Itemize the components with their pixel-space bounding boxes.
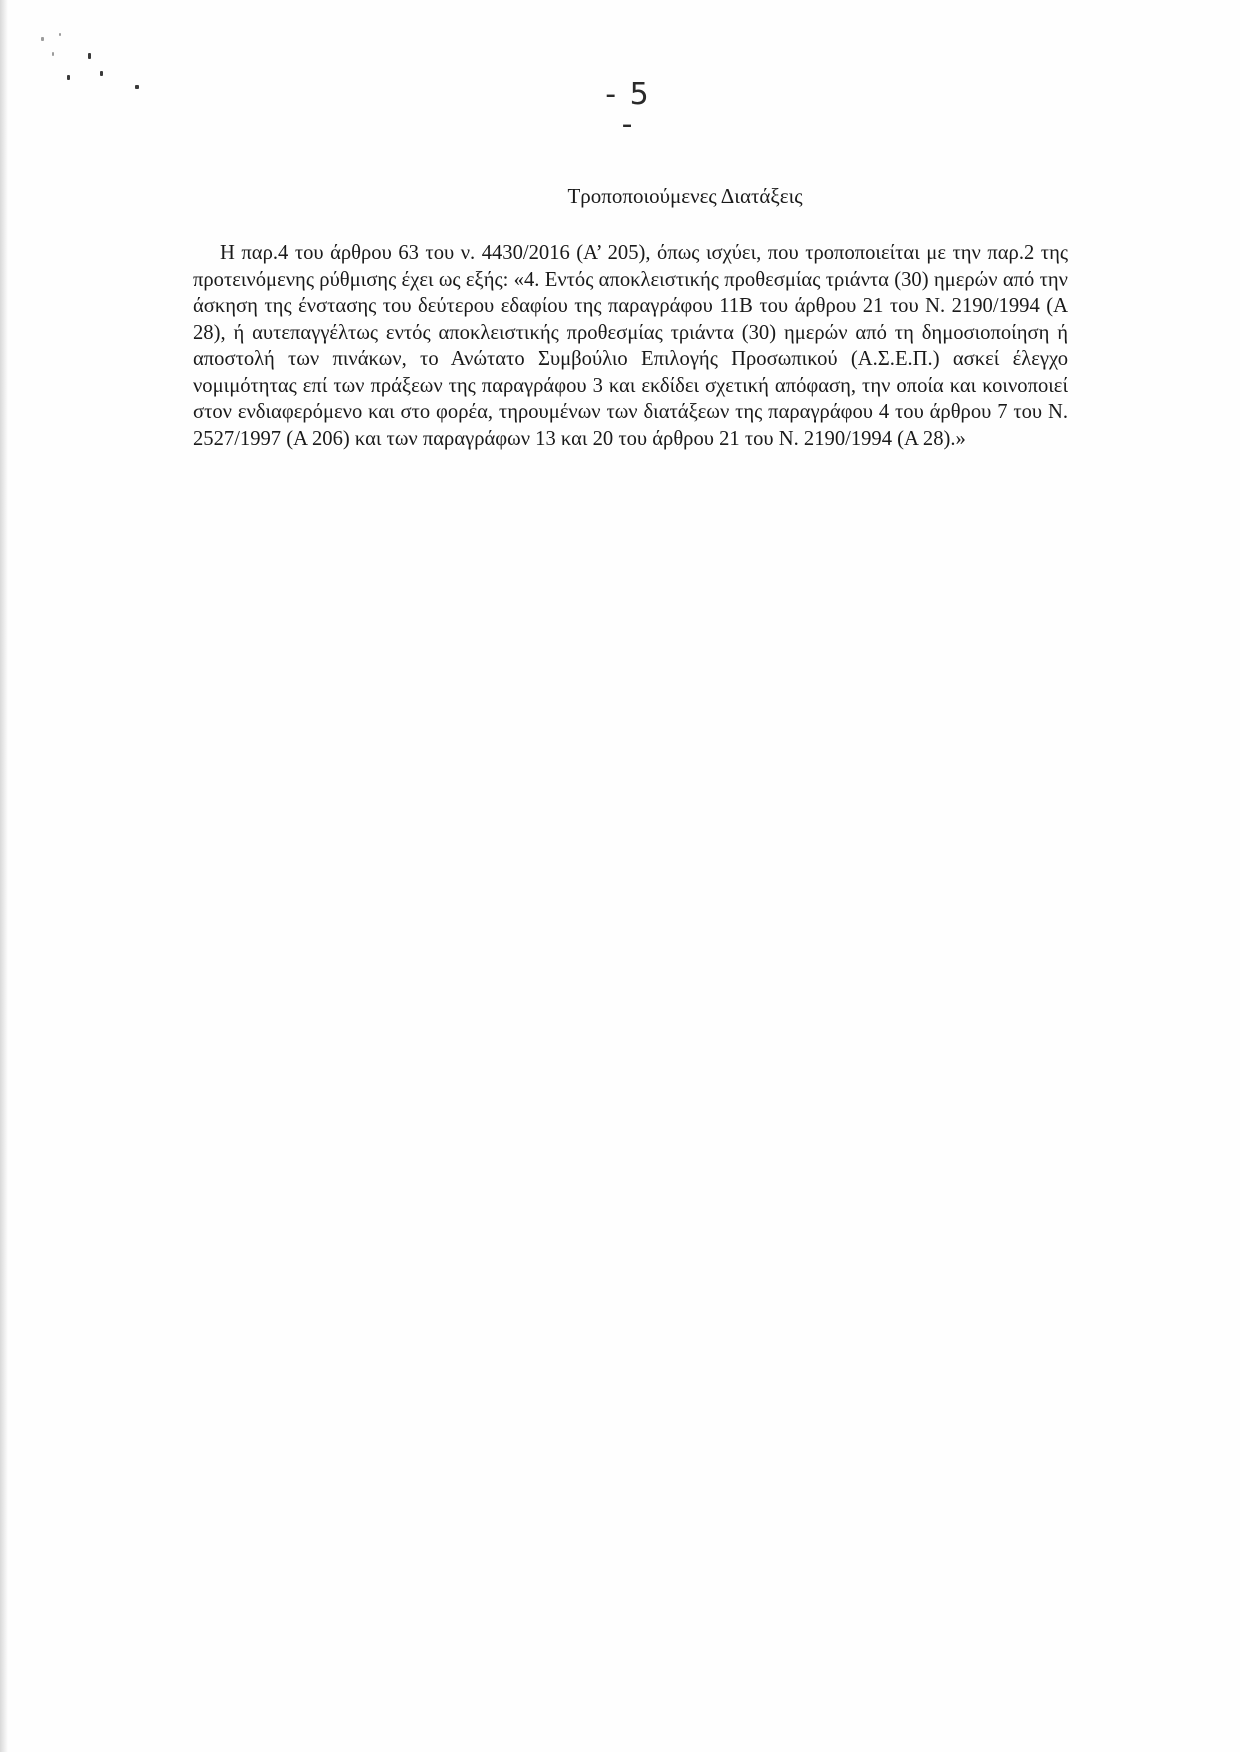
page-number: - 5 -	[605, 77, 651, 142]
scan-edge-shadow	[0, 0, 8, 1752]
scan-speck	[59, 33, 61, 36]
scan-speck	[100, 71, 103, 76]
scan-speck	[67, 75, 70, 80]
body-paragraph: Η παρ.4 του άρθρου 63 του ν. 4430/2016 (Α’ 205), όπως ισχύει, που τροποποιείται με την παρ.2 της προτεινόμενης ρύθμισης έχει ως εξής: «4. Εντός αποκλειστικής προθεσμίας τριάντα (30) ημερών από την άσκηση της ένστασης του δεύτερου εδαφίου της παραγράφου 11Β του άρθρου 21 του Ν. 2190/1994 (Α 28), ή αυτεπαγγέλτως εντός αποκλειστικής προθεσμίας τριάντα (30) ημερών από τη δημοσιοποίηση ή αποστολή των πινάκων, το Ανώτατο Συμβούλιο Επιλογής Προσωπικού (Α.Σ.Ε.Π.) ασκεί έλεγχο νομιμότητας επί των πράξεων της παραγράφου 3 και εκδίδει σχετική απόφαση, την οποία και κοινοποιεί στον ενδιαφερόμενο και στο φορέα, τηρουμένων των διατάξεων της παραγράφου 4 του άρθρου 7 του Ν. 2527/1997 (Α 206) και των παραγράφων 13 και 20 του άρθρου 21 του Ν. 2190/1994 (Α 28).»	[193, 242, 1068, 450]
scan-speck	[41, 37, 44, 41]
scan-speck	[52, 52, 54, 56]
scan-speck	[88, 53, 91, 59]
section-heading: Τροποποιούμενες Διατάξεις	[567, 184, 803, 208]
scan-speck	[135, 85, 139, 89]
